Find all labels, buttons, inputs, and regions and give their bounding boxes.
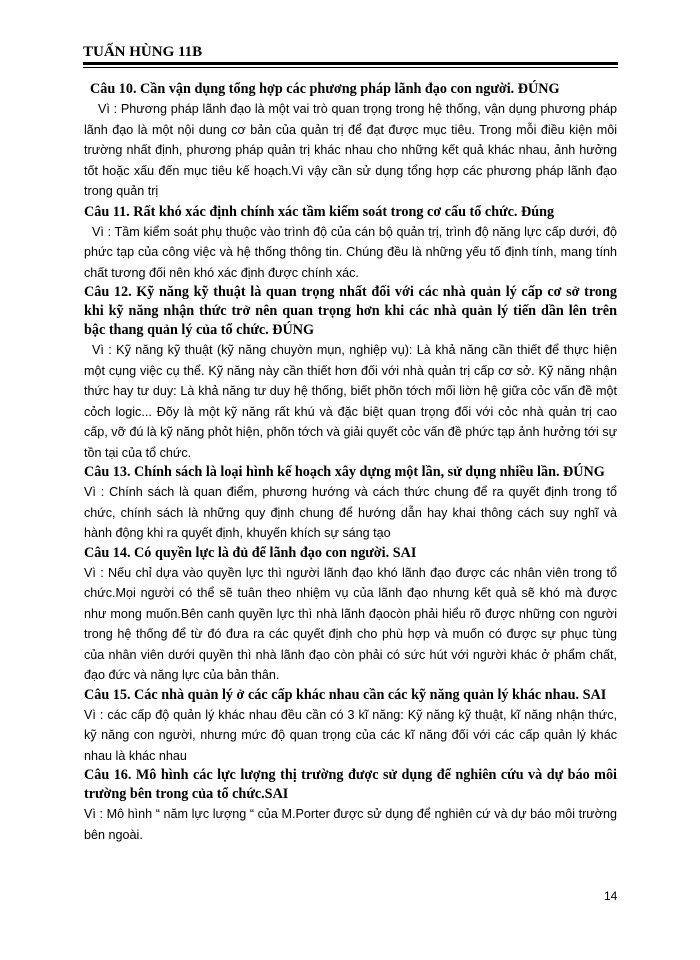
answer-15: Vì : các cấp độ quản lý khác nhau đều cần có 3 kĩ năng: Kỹ năng kỹ thuật, kĩ năng nhận thức, kỹ năng con người, nhưng mức độ quan trọng của các kĩ năng đối với các cấp quản lý khác nhau là khác nhau xyxy=(84,707,617,763)
answer-12: Vì : Kỹ năng kỹ thuật (kỹ năng chuyờn mụn, nghiệp vụ): Là khả năng cần thiết để thực hiện một cụng việc cụ thể. Kỹ năng này cần thiết hơn đối với nhà quản trị cấp cơ sở. Kỹ năng nhận thức hay tư duy: Là khả năng tư duy hệ thống, biết phõn tớch mối liờn hệ giữa cỏc vấn đề một cỏch logic... Đõy là một kỹ năng rất khú và đặc biệt quan trọng đối với cỏc nhà quản trị cao cấp, vỡ đú là kỹ năng phỏt hiện, phõn tớch và giải quyết cỏc vấn đề phức tạp ảnh hưởng tới sự tồn tại của tổ chức. xyxy=(84,343,618,460)
question-10: Câu 10. Cần vận dụng tổng hợp các phương pháp lãnh đạo con người. ĐÚNG xyxy=(90,81,560,97)
header-rule-thin xyxy=(83,67,618,68)
answer-11: Vì : Tầm kiểm soát phụ thuộc vào trình độ của cán bộ quản trị, trình độ năng lực cấp dưới, độ phức tạp của công việc và hệ thống thông tin. Chúng đều là những yếu tố định tính, mang tính chất tương đối nên khó xác định được chính xác. xyxy=(84,224,617,280)
answer-16: Vì : Mô hình “ năm lực lượng “ của M.Porter được sử dụng để nghiên cứ và dự báo môi trường bên ngoài. xyxy=(84,807,617,842)
answer-13: Vì : Chính sách là quan điểm, phương hướng và cách thức chung để ra quyết định trong tổ chức, chính sách là những quy định chung để hướng dẫn hay khai thông cách suy nghĩ và hành động khi ra quyết định, khuyến khích sự sáng tạo xyxy=(84,485,617,540)
page-number: 14 xyxy=(604,889,618,903)
question-11: Câu 11. Rất khó xác định chính xác tầm kiểm soát trong cơ cấu tổ chức. Đúng xyxy=(84,203,555,220)
question-15: Câu 15. Các nhà quản lý ở các cấp khác nhau cần các kỹ năng quản lý khác nhau. SAI xyxy=(84,686,607,703)
question-12: Câu 12. Kỹ năng kỹ thuật là quan trọng nhất đối với các nhà quản lý cấp cơ sở trong khi kỹ năng nhận thức trở nên quan trọng hơn khi các nhà quản lý tiến dần lên trên bậc thang quản lý của tổ chức. ĐÚNG xyxy=(84,284,617,338)
header-title: TUẤN HÙNG 11B xyxy=(83,44,203,60)
question-13: Câu 13. Chính sách là loại hình kế hoạch xây dựng một lần, sử dụng nhiều lần. ĐÚNG xyxy=(84,464,605,480)
question-14: Câu 14. Có quyền lực là đủ để lãnh đạo con người. SAI xyxy=(84,544,417,561)
content-body xyxy=(84,80,617,845)
answer-10: Vì : Phương pháp lãnh đạo là một vai trò quan trọng trong hệ thống, vận dụng phương pháp lãnh đạo là một nội dung cơ bản của quản trị để đạt được mục tiêu. Trong mỗi điều kiện môi trường nhất định, phương pháp quản trị khác nhau cho những kết quả khác nhau, ảnh hưởng tốt hoặc xấu đến mục tiêu kế hoạch.Vì vậy cần sử dụng tổng hợp các phương pháp lãnh đạo trong quản trị xyxy=(84,102,617,198)
question-16: Câu 16. Mô hình các lực lượng thị trường được sử dụng để nghiên cứu và dự báo môi trường bên trong của tổ chức.SAI xyxy=(84,767,617,802)
header-rule-thick xyxy=(83,62,618,65)
answer-14: Vì : Nếu chỉ dựa vào quyền lực thì người lãnh đạo khó lãnh đạo được các nhân viên trong tổ chức.Mọi người có thể sẽ tuân theo nhiệm vụ của lãnh đạo nhưng kết quả sẽ khó mà được như mong muốn.Bên canh quyền lực thì nhà lãnh đạocòn phải hiểu rõ được những con người trong hệ thống để từ đó đưa ra các quyết định cho phù hợp và muốn có được sự phục tùng của nhân viên dưới quyền thì nhà lãnh đạo còn phải có sức hút với người khác ở phẩm chất, đạo đức và năng lực của bản thân. xyxy=(84,565,617,682)
